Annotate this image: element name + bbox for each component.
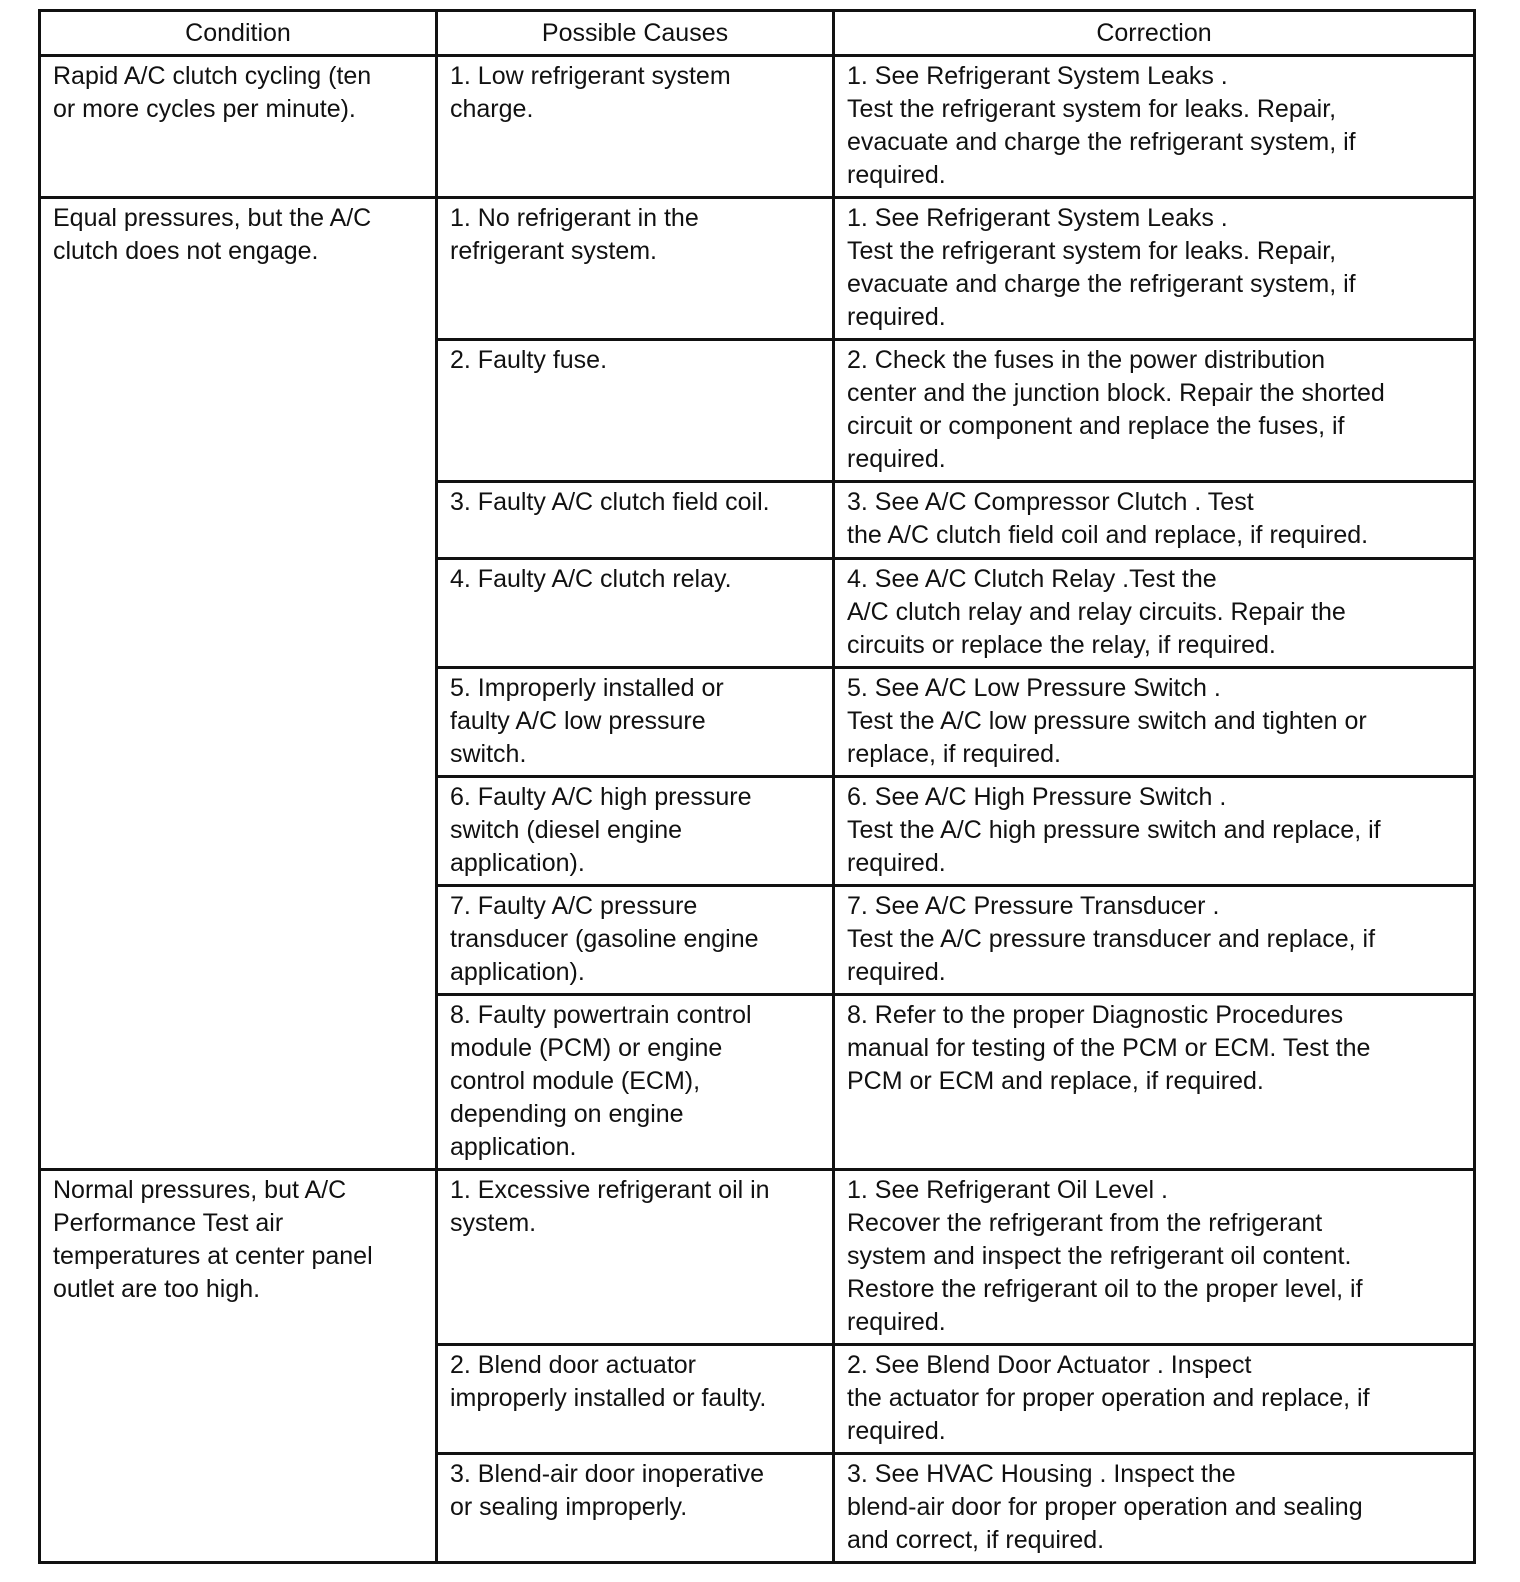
cell-text-line: Recover the refrigerant from the refrigerant: [847, 1209, 1323, 1237]
correction-cell: [834, 1345, 1475, 1454]
cell-text-line: faulty A/C low pressure: [450, 707, 706, 735]
cell-text-line: refrigerant system.: [450, 237, 658, 265]
cell-text-line: Restore the refrigerant oil to the proper level, if: [847, 1275, 1363, 1303]
cell-text-line: transducer (gasoline engine: [450, 925, 759, 953]
correction-cell: [834, 886, 1475, 995]
cell-text-line: application.: [450, 1133, 577, 1161]
cell-text-line: blend-air door for proper operation and sealing: [847, 1493, 1363, 1521]
cell-text-line: evacuate and charge the refrigerant system, if: [847, 128, 1356, 156]
correction-cell: [834, 56, 1475, 198]
table-row: [40, 1170, 1475, 1345]
cause-cell: [437, 1170, 834, 1345]
table-row: [40, 56, 1475, 198]
table-row: [40, 198, 1475, 340]
cell-text-line: 3. Blend-air door inoperative: [450, 1460, 765, 1488]
header-correction: Correction: [834, 11, 1475, 56]
cell-text-line: required.: [847, 445, 946, 473]
cell-text-line: outlet are too high.: [53, 1275, 261, 1303]
header-row: [40, 11, 1475, 56]
condition-cell: [40, 1170, 437, 1563]
correction-cell: [834, 559, 1475, 668]
cell-text-line: circuits or replace the relay, if required.: [847, 631, 1276, 659]
cell-text-line: or more cycles per minute).: [53, 95, 356, 123]
cell-text-line: Test the refrigerant system for leaks. Repair,: [847, 95, 1337, 123]
cell-text-line: Normal pressures, but A/C: [53, 1176, 347, 1204]
cell-text-line: Test the A/C low pressure switch and tighten or: [847, 707, 1367, 735]
cell-text-line: and correct, if required.: [847, 1526, 1105, 1554]
cell-text-line: system and inspect the refrigerant oil content.: [847, 1242, 1352, 1270]
cell-text-line: required.: [847, 1308, 946, 1336]
cell-text-line: circuit or component and replace the fuses, if: [847, 412, 1345, 440]
cell-text-line: 2. Blend door actuator: [450, 1351, 696, 1379]
cell-text-line: application).: [450, 958, 585, 986]
cell-text-line: 3. See A/C Compressor Clutch . Test: [847, 488, 1254, 516]
cell-text-line: clutch does not engage.: [53, 237, 319, 265]
cell-text-line: A/C clutch relay and relay circuits. Repair the: [847, 598, 1346, 626]
cell-text-line: Performance Test air: [53, 1209, 284, 1237]
cause-cell: [437, 56, 834, 198]
cell-text-line: 8. Faulty powertrain control: [450, 1001, 752, 1029]
cause-cell: [437, 482, 834, 559]
cell-text-line: charge.: [450, 95, 534, 123]
cell-text-line: 1. Excessive refrigerant oil in: [450, 1176, 770, 1204]
cell-text-line: 4. See A/C Clutch Relay .Test the: [847, 565, 1217, 593]
cell-text-line: 7. Faulty A/C pressure: [450, 892, 698, 920]
correction-cell: [834, 1454, 1475, 1563]
cause-cell: [437, 668, 834, 777]
cell-text-line: 4. Faulty A/C clutch relay.: [450, 565, 732, 593]
cell-text-line: 2. See Blend Door Actuator . Inspect: [847, 1351, 1252, 1379]
cell-text-line: required.: [847, 303, 946, 331]
cell-text-line: 6. Faulty A/C high pressure: [450, 783, 752, 811]
cell-text-line: 3. See HVAC Housing . Inspect the: [847, 1460, 1236, 1488]
cell-text-line: switch.: [450, 740, 527, 768]
cell-text-line: depending on engine: [450, 1100, 684, 1128]
correction-cell: [834, 995, 1475, 1170]
cell-text-line: 5. Improperly installed or: [450, 674, 724, 702]
cause-cell: [437, 777, 834, 886]
cell-text-line: 6. See A/C High Pressure Switch .: [847, 783, 1227, 811]
cause-cell: [437, 1345, 834, 1454]
cell-text-line: 7. See A/C Pressure Transducer .: [847, 892, 1220, 920]
cause-cell: [437, 1454, 834, 1563]
cell-text-line: 1. See Refrigerant Oil Level .: [847, 1176, 1168, 1204]
cell-text-line: switch (diesel engine: [450, 816, 683, 844]
header-condition: Condition: [40, 11, 437, 56]
cell-text-line: application).: [450, 849, 585, 877]
correction-cell: [834, 340, 1475, 482]
cause-cell: [437, 886, 834, 995]
cell-text-line: Test the A/C high pressure switch and replace, if: [847, 816, 1381, 844]
cell-text-line: Equal pressures, but the A/C: [53, 204, 372, 232]
cell-text-line: 2. Check the fuses in the power distribution: [847, 346, 1326, 374]
condition-cell: [40, 56, 437, 198]
cell-text-line: required.: [847, 958, 946, 986]
cell-text-line: control module (ECM),: [450, 1067, 701, 1095]
cause-cell: [437, 995, 834, 1170]
cell-text-line: Test the A/C pressure transducer and replace, if: [847, 925, 1376, 953]
cell-text-line: Test the refrigerant system for leaks. Repair,: [847, 237, 1337, 265]
correction-cell: [834, 668, 1475, 777]
cell-text-line: manual for testing of the PCM or ECM. Test the: [847, 1034, 1371, 1062]
cell-text-line: 2. Faulty fuse.: [450, 346, 608, 374]
cell-text-line: 1. No refrigerant in the: [450, 204, 699, 232]
cell-text-line: 1. Low refrigerant system: [450, 62, 731, 90]
correction-cell: [834, 777, 1475, 886]
cell-text-line: temperatures at center panel: [53, 1242, 373, 1270]
header-possible-causes: Possible Causes: [437, 11, 834, 56]
cell-text-line: required.: [847, 849, 946, 877]
diagnosis-table: [38, 9, 1476, 1564]
correction-cell: [834, 482, 1475, 559]
cell-text-line: or sealing improperly.: [450, 1493, 688, 1521]
correction-cell: [834, 198, 1475, 340]
condition-cell: [40, 198, 437, 1170]
cell-text-line: 8. Refer to the proper Diagnostic Procedures: [847, 1001, 1344, 1029]
cell-text-line: improperly installed or faulty.: [450, 1384, 767, 1412]
cell-text-line: required.: [847, 161, 946, 189]
cell-text-line: 3. Faulty A/C clutch field coil.: [450, 488, 770, 516]
cell-text-line: system.: [450, 1209, 537, 1237]
cell-text-line: replace, if required.: [847, 740, 1062, 768]
cell-text-line: 1. See Refrigerant System Leaks .: [847, 204, 1228, 232]
correction-cell: [834, 1170, 1475, 1345]
cell-text-line: the A/C clutch field coil and replace, if required.: [847, 521, 1369, 549]
cause-cell: [437, 198, 834, 340]
cause-cell: [437, 340, 834, 482]
cell-text-line: evacuate and charge the refrigerant system, if: [847, 270, 1356, 298]
cause-cell: [437, 559, 834, 668]
cell-text-line: module (PCM) or engine: [450, 1034, 723, 1062]
cell-text-line: the actuator for proper operation and replace, if: [847, 1384, 1370, 1412]
cell-text-line: required.: [847, 1417, 946, 1445]
cell-text-line: 5. See A/C Low Pressure Switch .: [847, 674, 1221, 702]
cell-text-line: Rapid A/C clutch cycling (ten: [53, 62, 372, 90]
cell-text-line: 1. See Refrigerant System Leaks .: [847, 62, 1228, 90]
cell-text-line: center and the junction block. Repair the shorted: [847, 379, 1385, 407]
cell-text-line: PCM or ECM and replace, if required.: [847, 1067, 1264, 1095]
